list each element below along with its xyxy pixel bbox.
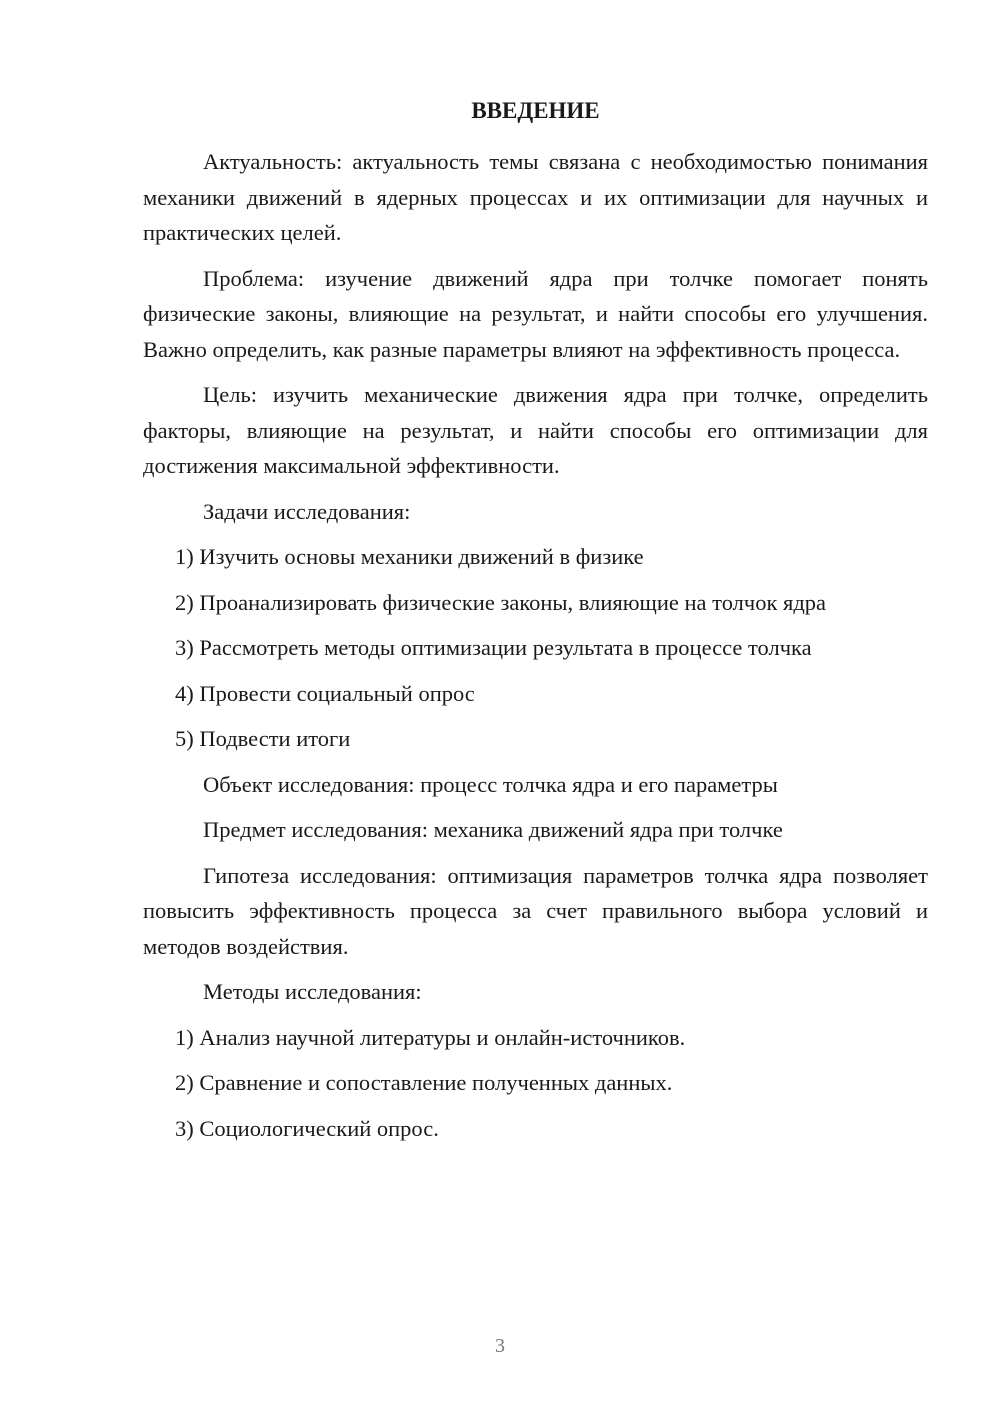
method-item: 2) Сравнение и сопоставление полученных данных.	[175, 1070, 673, 1095]
task-item: 4) Провести социальный опрос	[175, 680, 475, 706]
task-item: 5) Подвести итоги	[175, 726, 351, 751]
task-item: 3) Рассмотреть методы оптимизации результата в процессе толчка	[175, 635, 812, 660]
introduction-body	[143, 144, 928, 1156]
subject-line: Предмет исследования: механика движений ядра при толчке	[203, 817, 783, 842]
relevance-paragraph: Актуальность: актуальность темы связана с необходимостью понимания механики движений в ядерных процессах и их оптимизации для научных и практических целей.	[143, 149, 928, 245]
goal-paragraph: Цель: изучить механические движения ядра при толчке, определить факторы, влияющие на результат, и найти способы его оптимизации для достижения максимальной эффективности.	[143, 382, 928, 478]
methods-heading: Методы исследования:	[203, 979, 422, 1004]
object-line: Объект исследования: процесс толчка ядра и его параметры	[203, 771, 778, 797]
method-item: 3) Социологический опрос.	[175, 1115, 439, 1141]
section-title: ВВЕДЕНИЕ	[471, 98, 600, 123]
page-number: 3	[495, 1335, 505, 1357]
tasks-list	[143, 539, 928, 757]
methods-list	[143, 1020, 928, 1147]
problem-paragraph: Проблема: изучение движений ядра при толчке помогает понять физические законы, влияющие на результат, и найти способы его улучшения. Важно определить, как разные параметры влияют на эффективность процесса.	[143, 265, 928, 362]
task-item: 1) Изучить основы механики движений в физике	[175, 544, 644, 569]
task-item: 2) Проанализировать физические законы, влияющие на толчок ядра	[175, 589, 827, 615]
tasks-heading: Задачи исследования:	[203, 498, 411, 524]
hypothesis-paragraph: Гипотеза исследования: оптимизация параметров толчка ядра позволяет повысить эффективность процесса за счет правильного выбора условий и методов воздействия.	[143, 862, 928, 959]
method-item: 1) Анализ научной литературы и онлайн-источников.	[175, 1024, 686, 1050]
